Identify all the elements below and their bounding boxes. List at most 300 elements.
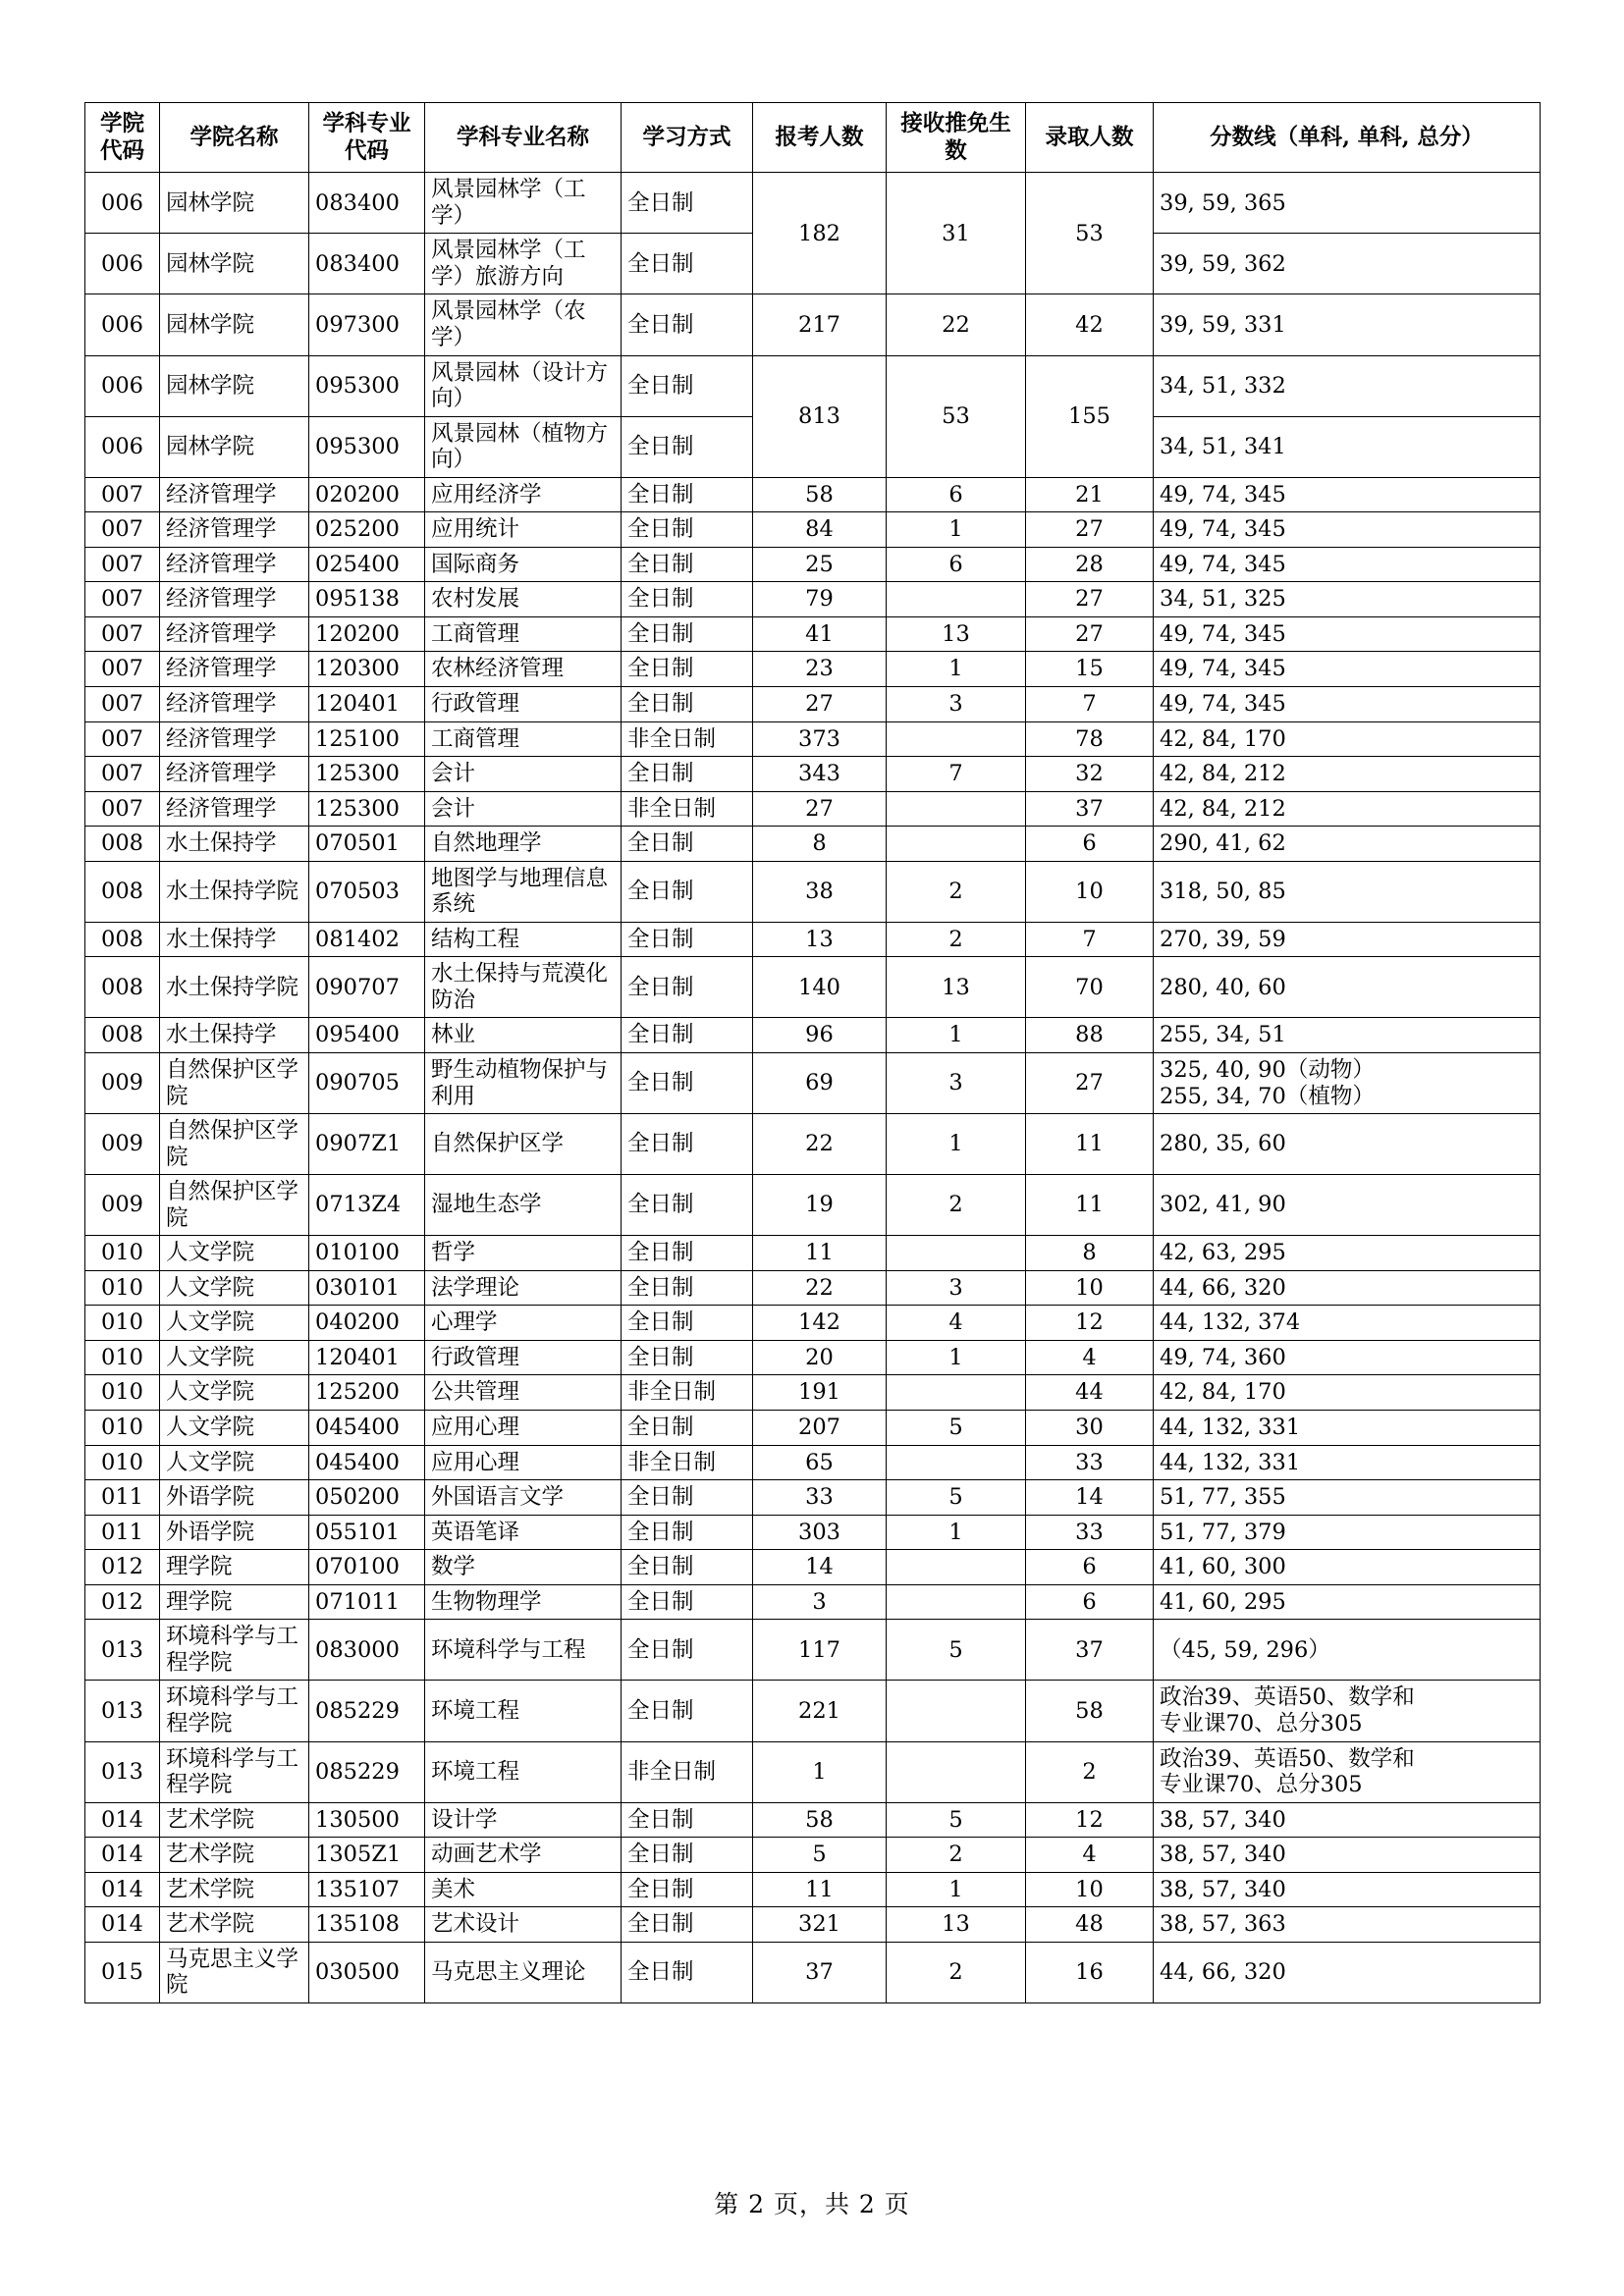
- cell-study-mode: 非全日制: [622, 1445, 753, 1480]
- cell-college-name: 水土保持学院: [160, 957, 309, 1018]
- cell-applicants: 33: [753, 1480, 887, 1516]
- cell-college-name: 园林学院: [160, 173, 309, 234]
- cell-admitted: 12: [1026, 1306, 1154, 1341]
- score-line-text: 290, 41, 62: [1160, 830, 1286, 857]
- cell-study-mode: 全日制: [622, 1620, 753, 1681]
- cell-recommended: 3: [887, 687, 1026, 722]
- cell-admitted: 7: [1026, 687, 1154, 722]
- cell-major-name: 自然保护区学: [425, 1114, 622, 1175]
- cell-applicants: 22: [753, 1114, 887, 1175]
- cell-major-name: 地图学与地理信息系统: [425, 861, 622, 922]
- cell-college-code: 006: [85, 416, 160, 477]
- score-line-text: 49, 74, 345: [1160, 481, 1286, 507]
- cell-admitted: 7: [1026, 922, 1154, 957]
- cell-study-mode: 全日制: [622, 416, 753, 477]
- cell-score-line: [1154, 1270, 1541, 1306]
- cell-college-code: 008: [85, 922, 160, 957]
- cell-major-name: 风景园林学（农学）: [425, 294, 622, 355]
- cell-recommended: 4: [887, 1306, 1026, 1341]
- cell-admitted: 33: [1026, 1445, 1154, 1480]
- cell-major-code: 050200: [309, 1480, 425, 1516]
- cell-applicants: 19: [753, 1175, 887, 1236]
- cell-score-line: [1154, 477, 1541, 512]
- cell-college-code: 014: [85, 1872, 160, 1907]
- score-line-text: 44, 66, 320: [1160, 1274, 1286, 1301]
- cell-recommended: [887, 1445, 1026, 1480]
- cell-admitted: 10: [1026, 1872, 1154, 1907]
- cell-college-name: 理学院: [160, 1584, 309, 1620]
- table-row: [85, 1550, 1541, 1585]
- cell-college-code: 007: [85, 616, 160, 652]
- score-line-text: 49, 74, 345: [1160, 551, 1286, 577]
- cell-major-name: 应用经济学: [425, 477, 622, 512]
- cell-college-code: 007: [85, 582, 160, 617]
- cell-major-code: 135108: [309, 1907, 425, 1943]
- score-line-text: 302, 41, 90: [1160, 1192, 1286, 1218]
- cell-college-name: 经济管理学: [160, 757, 309, 792]
- table-row: [85, 1480, 1541, 1516]
- cell-applicants: 13: [753, 922, 887, 957]
- cell-study-mode: 非全日制: [622, 1375, 753, 1411]
- cell-major-code: 083400: [309, 234, 425, 294]
- cell-recommended: 5: [887, 1480, 1026, 1516]
- cell-study-mode: 全日制: [622, 355, 753, 416]
- cell-college-name: 艺术学院: [160, 1872, 309, 1907]
- cell-major-code: 120200: [309, 616, 425, 652]
- cell-study-mode: 全日制: [622, 1838, 753, 1873]
- cell-college-name: 环境科学与工程学院: [160, 1620, 309, 1681]
- cell-score-line: [1154, 1236, 1541, 1271]
- cell-score-line: [1154, 1584, 1541, 1620]
- cell-study-mode: 全日制: [622, 1018, 753, 1053]
- cell-applicants: 96: [753, 1018, 887, 1053]
- cell-major-name: 结构工程: [425, 922, 622, 957]
- cell-admitted: 11: [1026, 1175, 1154, 1236]
- cell-applicants: 5: [753, 1838, 887, 1873]
- cell-score-line: [1154, 1681, 1541, 1741]
- cell-recommended: 31: [887, 173, 1026, 294]
- cell-score-line: [1154, 616, 1541, 652]
- column-header-major-code: 学科专业代码: [309, 103, 425, 173]
- cell-study-mode: 全日制: [622, 861, 753, 922]
- cell-admitted: 4: [1026, 1838, 1154, 1873]
- cell-college-code: 007: [85, 791, 160, 827]
- table-row: [85, 757, 1541, 792]
- score-line-text: 38, 57, 340: [1160, 1842, 1286, 1868]
- cell-applicants: 117: [753, 1620, 887, 1681]
- score-line-text: 44, 132, 331: [1160, 1415, 1301, 1441]
- cell-admitted: 33: [1026, 1515, 1154, 1550]
- cell-admitted: 48: [1026, 1907, 1154, 1943]
- cell-major-name: 工商管理: [425, 616, 622, 652]
- cell-recommended: [887, 1584, 1026, 1620]
- cell-recommended: 1: [887, 652, 1026, 687]
- cell-recommended: 1: [887, 1872, 1026, 1907]
- score-line-text: 49, 74, 345: [1160, 656, 1286, 682]
- cell-recommended: 5: [887, 1802, 1026, 1838]
- cell-college-code: 014: [85, 1838, 160, 1873]
- cell-college-code: 010: [85, 1236, 160, 1271]
- cell-applicants: 3: [753, 1584, 887, 1620]
- cell-college-name: 经济管理学: [160, 721, 309, 757]
- table-row: [85, 1584, 1541, 1620]
- cell-recommended: 5: [887, 1411, 1026, 1446]
- cell-major-name: 应用统计: [425, 512, 622, 548]
- table-row: [85, 1681, 1541, 1741]
- cell-recommended: 1: [887, 1018, 1026, 1053]
- cell-major-code: 081402: [309, 922, 425, 957]
- score-line-text: 280, 35, 60: [1160, 1131, 1286, 1157]
- score-line-text: 专业课70、总分305: [1160, 1772, 1363, 1798]
- cell-applicants: 14: [753, 1550, 887, 1585]
- cell-study-mode: 非全日制: [622, 1741, 753, 1802]
- cell-score-line: [1154, 827, 1541, 862]
- score-line-text: 34, 51, 341: [1160, 433, 1286, 459]
- cell-college-code: 008: [85, 861, 160, 922]
- cell-college-name: 水土保持学院: [160, 861, 309, 922]
- cell-applicants: 8: [753, 827, 887, 862]
- table-row: [85, 1802, 1541, 1838]
- cell-recommended: [887, 1741, 1026, 1802]
- cell-major-name: 野生动植物保护与利用: [425, 1053, 622, 1114]
- cell-major-code: 090707: [309, 957, 425, 1018]
- cell-study-mode: 全日制: [622, 1053, 753, 1114]
- cell-study-mode: 全日制: [622, 922, 753, 957]
- score-line-text: 39, 59, 365: [1160, 189, 1286, 216]
- cell-major-name: 数学: [425, 1550, 622, 1585]
- cell-major-code: 095300: [309, 355, 425, 416]
- cell-major-code: 020200: [309, 477, 425, 512]
- score-line-text: 39, 59, 331: [1160, 311, 1286, 338]
- cell-major-code: 120401: [309, 687, 425, 722]
- cell-admitted: 27: [1026, 512, 1154, 548]
- table-row: [85, 173, 1541, 234]
- score-line-text: 49, 74, 345: [1160, 620, 1286, 647]
- cell-major-code: 1305Z1: [309, 1838, 425, 1873]
- table-header-row: [85, 103, 1541, 173]
- cell-major-name: 美术: [425, 1872, 622, 1907]
- cell-college-code: 007: [85, 721, 160, 757]
- cell-college-name: 环境科学与工程学院: [160, 1681, 309, 1741]
- cell-college-code: 007: [85, 757, 160, 792]
- cell-major-code: 045400: [309, 1445, 425, 1480]
- cell-major-code: 045400: [309, 1411, 425, 1446]
- page-footer: 第 2 页，共 2 页: [714, 2190, 910, 2218]
- cell-study-mode: 全日制: [622, 1872, 753, 1907]
- cell-major-code: 070503: [309, 861, 425, 922]
- cell-major-code: 090705: [309, 1053, 425, 1114]
- cell-recommended: [887, 582, 1026, 617]
- score-line-text: 51, 77, 379: [1160, 1519, 1286, 1545]
- cell-applicants: 38: [753, 861, 887, 922]
- cell-major-code: 040200: [309, 1306, 425, 1341]
- cell-admitted: 27: [1026, 616, 1154, 652]
- cell-study-mode: 全日制: [622, 1942, 753, 2002]
- cell-recommended: [887, 1681, 1026, 1741]
- cell-college-code: 010: [85, 1411, 160, 1446]
- cell-major-code: 030500: [309, 1942, 425, 2002]
- cell-major-code: 083000: [309, 1620, 425, 1681]
- cell-score-line: [1154, 1306, 1541, 1341]
- table-row: [85, 721, 1541, 757]
- cell-college-code: 013: [85, 1681, 160, 1741]
- cell-major-name: 湿地生态学: [425, 1175, 622, 1236]
- score-line-text: 专业课70、总分305: [1160, 1710, 1363, 1736]
- cell-major-code: 025200: [309, 512, 425, 548]
- table-row: [85, 1445, 1541, 1480]
- cell-score-line: [1154, 1340, 1541, 1375]
- cell-college-code: 007: [85, 477, 160, 512]
- cell-college-code: 007: [85, 652, 160, 687]
- table-row: [85, 1270, 1541, 1306]
- cell-admitted: 58: [1026, 1681, 1154, 1741]
- column-header-college-name: 学院名称: [160, 103, 309, 173]
- cell-college-code: 010: [85, 1445, 160, 1480]
- cell-admitted: 6: [1026, 1550, 1154, 1585]
- cell-admitted: 14: [1026, 1480, 1154, 1516]
- cell-admitted: 12: [1026, 1802, 1154, 1838]
- cell-applicants: 27: [753, 687, 887, 722]
- cell-major-name: 哲学: [425, 1236, 622, 1271]
- cell-recommended: 3: [887, 1270, 1026, 1306]
- score-line-text: 49, 74, 345: [1160, 516, 1286, 543]
- table-row: [85, 861, 1541, 922]
- cell-college-code: 012: [85, 1550, 160, 1585]
- cell-college-name: 环境科学与工程学院: [160, 1741, 309, 1802]
- cell-college-code: 011: [85, 1515, 160, 1550]
- cell-applicants: 41: [753, 616, 887, 652]
- cell-admitted: 2: [1026, 1741, 1154, 1802]
- cell-admitted: 30: [1026, 1411, 1154, 1446]
- column-header-study-mode: 学习方式: [622, 103, 753, 173]
- table-row: [85, 547, 1541, 582]
- cell-admitted: 10: [1026, 861, 1154, 922]
- cell-applicants: 25: [753, 547, 887, 582]
- cell-applicants: 207: [753, 1411, 887, 1446]
- cell-applicants: 217: [753, 294, 887, 355]
- cell-applicants: 23: [753, 652, 887, 687]
- score-line-text: 44, 132, 331: [1160, 1449, 1301, 1475]
- table-row: [85, 294, 1541, 355]
- cell-college-name: 水土保持学: [160, 922, 309, 957]
- cell-recommended: 2: [887, 861, 1026, 922]
- cell-college-name: 艺术学院: [160, 1838, 309, 1873]
- table-row: [85, 1942, 1541, 2002]
- cell-college-code: 009: [85, 1175, 160, 1236]
- cell-applicants: 303: [753, 1515, 887, 1550]
- cell-college-code: 014: [85, 1907, 160, 1943]
- cell-score-line: [1154, 1018, 1541, 1053]
- cell-college-name: 人文学院: [160, 1445, 309, 1480]
- cell-recommended: 5: [887, 1620, 1026, 1681]
- score-line-text: 49, 74, 345: [1160, 691, 1286, 717]
- table-row: [85, 1741, 1541, 1802]
- cell-score-line: [1154, 1114, 1541, 1175]
- cell-score-line: [1154, 1942, 1541, 2002]
- cell-college-code: 006: [85, 234, 160, 294]
- cell-college-name: 艺术学院: [160, 1907, 309, 1943]
- score-line-text: 41, 60, 295: [1160, 1588, 1286, 1615]
- cell-recommended: [887, 827, 1026, 862]
- score-line-text: 42, 84, 170: [1160, 1379, 1286, 1406]
- cell-college-code: 006: [85, 173, 160, 234]
- table-row: [85, 922, 1541, 957]
- cell-recommended: 1: [887, 512, 1026, 548]
- cell-college-name: 园林学院: [160, 234, 309, 294]
- cell-recommended: [887, 721, 1026, 757]
- score-line-text: 255, 34, 51: [1160, 1022, 1286, 1048]
- cell-college-name: 外语学院: [160, 1515, 309, 1550]
- cell-score-line: [1154, 1175, 1541, 1236]
- cell-college-name: 园林学院: [160, 294, 309, 355]
- cell-score-line: [1154, 582, 1541, 617]
- score-line-text: 34, 51, 332: [1160, 372, 1286, 399]
- cell-applicants: 27: [753, 791, 887, 827]
- cell-college-name: 经济管理学: [160, 687, 309, 722]
- cell-admitted: 4: [1026, 1340, 1154, 1375]
- score-line-text: 49, 74, 360: [1160, 1344, 1286, 1370]
- cell-score-line: [1154, 1838, 1541, 1873]
- cell-college-name: 园林学院: [160, 355, 309, 416]
- cell-score-line: [1154, 1515, 1541, 1550]
- cell-study-mode: 全日制: [622, 294, 753, 355]
- score-line-text: 318, 50, 85: [1160, 879, 1286, 904]
- cell-college-name: 水土保持学: [160, 1018, 309, 1053]
- cell-recommended: [887, 1375, 1026, 1411]
- table-row: [85, 616, 1541, 652]
- table-row: [85, 1053, 1541, 1114]
- cell-major-name: 环境工程: [425, 1681, 622, 1741]
- cell-major-code: 030101: [309, 1270, 425, 1306]
- cell-score-line: [1154, 652, 1541, 687]
- table-row: [85, 1907, 1541, 1943]
- cell-recommended: 13: [887, 616, 1026, 652]
- cell-major-name: 马克思主义理论: [425, 1942, 622, 2002]
- cell-recommended: 1: [887, 1340, 1026, 1375]
- cell-study-mode: 全日制: [622, 1236, 753, 1271]
- cell-study-mode: 全日制: [622, 1306, 753, 1341]
- cell-admitted: 42: [1026, 294, 1154, 355]
- cell-score-line: [1154, 1620, 1541, 1681]
- cell-score-line: [1154, 1741, 1541, 1802]
- cell-study-mode: 全日制: [622, 1411, 753, 1446]
- cell-recommended: 13: [887, 1907, 1026, 1943]
- score-line-text: 38, 57, 363: [1160, 1911, 1286, 1938]
- cell-score-line: [1154, 512, 1541, 548]
- table-row: [85, 1114, 1541, 1175]
- cell-applicants: 373: [753, 721, 887, 757]
- cell-major-name: 风景园林（设计方向）: [425, 355, 622, 416]
- cell-score-line: [1154, 234, 1541, 294]
- cell-major-name: 艺术设计: [425, 1907, 622, 1943]
- table-row: [85, 687, 1541, 722]
- cell-recommended: [887, 791, 1026, 827]
- score-line-text: 42, 84, 212: [1160, 761, 1286, 787]
- cell-score-line: [1154, 757, 1541, 792]
- table-row: [85, 1375, 1541, 1411]
- score-line-text: 280, 40, 60: [1160, 974, 1286, 1000]
- cell-applicants: 182: [753, 173, 887, 294]
- cell-college-code: 013: [85, 1741, 160, 1802]
- cell-major-name: 生物物理学: [425, 1584, 622, 1620]
- cell-admitted: 16: [1026, 1942, 1154, 2002]
- cell-recommended: 2: [887, 1175, 1026, 1236]
- cell-major-name: 林业: [425, 1018, 622, 1053]
- cell-admitted: 11: [1026, 1114, 1154, 1175]
- cell-college-code: 008: [85, 827, 160, 862]
- cell-major-name: 行政管理: [425, 1340, 622, 1375]
- cell-major-name: 工商管理: [425, 721, 622, 757]
- cell-score-line: [1154, 1375, 1541, 1411]
- cell-recommended: 22: [887, 294, 1026, 355]
- table-row: [85, 1306, 1541, 1341]
- score-line-text: 44, 132, 374: [1160, 1309, 1301, 1336]
- cell-college-name: 经济管理学: [160, 547, 309, 582]
- cell-college-code: 010: [85, 1340, 160, 1375]
- cell-recommended: 2: [887, 1942, 1026, 2002]
- cell-major-code: 125200: [309, 1375, 425, 1411]
- cell-college-name: 水土保持学: [160, 827, 309, 862]
- cell-major-code: 095400: [309, 1018, 425, 1053]
- cell-major-code: 120300: [309, 652, 425, 687]
- score-line-text: 政治39、英语50、数学和: [1160, 1745, 1415, 1772]
- cell-major-name: 会计: [425, 791, 622, 827]
- cell-study-mode: 全日制: [622, 547, 753, 582]
- column-header-applicants: 报考人数: [753, 103, 887, 173]
- cell-major-code: 0713Z4: [309, 1175, 425, 1236]
- cell-score-line: [1154, 1802, 1541, 1838]
- cell-major-code: 071011: [309, 1584, 425, 1620]
- cell-college-code: 009: [85, 1114, 160, 1175]
- table-row: [85, 1340, 1541, 1375]
- cell-college-name: 人文学院: [160, 1375, 309, 1411]
- cell-study-mode: 全日制: [622, 477, 753, 512]
- table-header: [85, 103, 1541, 173]
- cell-college-code: 007: [85, 687, 160, 722]
- cell-study-mode: 全日制: [622, 1515, 753, 1550]
- cell-recommended: 1: [887, 1114, 1026, 1175]
- cell-admitted: 27: [1026, 1053, 1154, 1114]
- cell-major-code: 095138: [309, 582, 425, 617]
- score-line-text: 38, 57, 340: [1160, 1806, 1286, 1833]
- cell-major-name: 环境科学与工程: [425, 1620, 622, 1681]
- cell-study-mode: 全日制: [622, 957, 753, 1018]
- cell-college-name: 艺术学院: [160, 1802, 309, 1838]
- cell-score-line: [1154, 355, 1541, 416]
- cell-score-line: [1154, 791, 1541, 827]
- cell-major-name: 设计学: [425, 1802, 622, 1838]
- score-line-text: 38, 57, 340: [1160, 1876, 1286, 1902]
- cell-college-name: 经济管理学: [160, 652, 309, 687]
- cell-score-line: [1154, 547, 1541, 582]
- cell-applicants: 65: [753, 1445, 887, 1480]
- cell-major-code: 125300: [309, 757, 425, 792]
- cell-score-line: [1154, 1053, 1541, 1114]
- cell-study-mode: 全日制: [622, 1114, 753, 1175]
- score-line-text: 41, 60, 300: [1160, 1554, 1286, 1580]
- cell-study-mode: 全日制: [622, 1270, 753, 1306]
- cell-study-mode: 全日制: [622, 1584, 753, 1620]
- cell-recommended: [887, 1236, 1026, 1271]
- cell-admitted: 6: [1026, 827, 1154, 862]
- table-row: [85, 1872, 1541, 1907]
- cell-major-code: 010100: [309, 1236, 425, 1271]
- cell-recommended: 2: [887, 922, 1026, 957]
- column-header-recommended: 接收推免生数: [887, 103, 1026, 173]
- cell-college-code: 015: [85, 1942, 160, 2002]
- cell-college-code: 011: [85, 1480, 160, 1516]
- cell-college-code: 010: [85, 1375, 160, 1411]
